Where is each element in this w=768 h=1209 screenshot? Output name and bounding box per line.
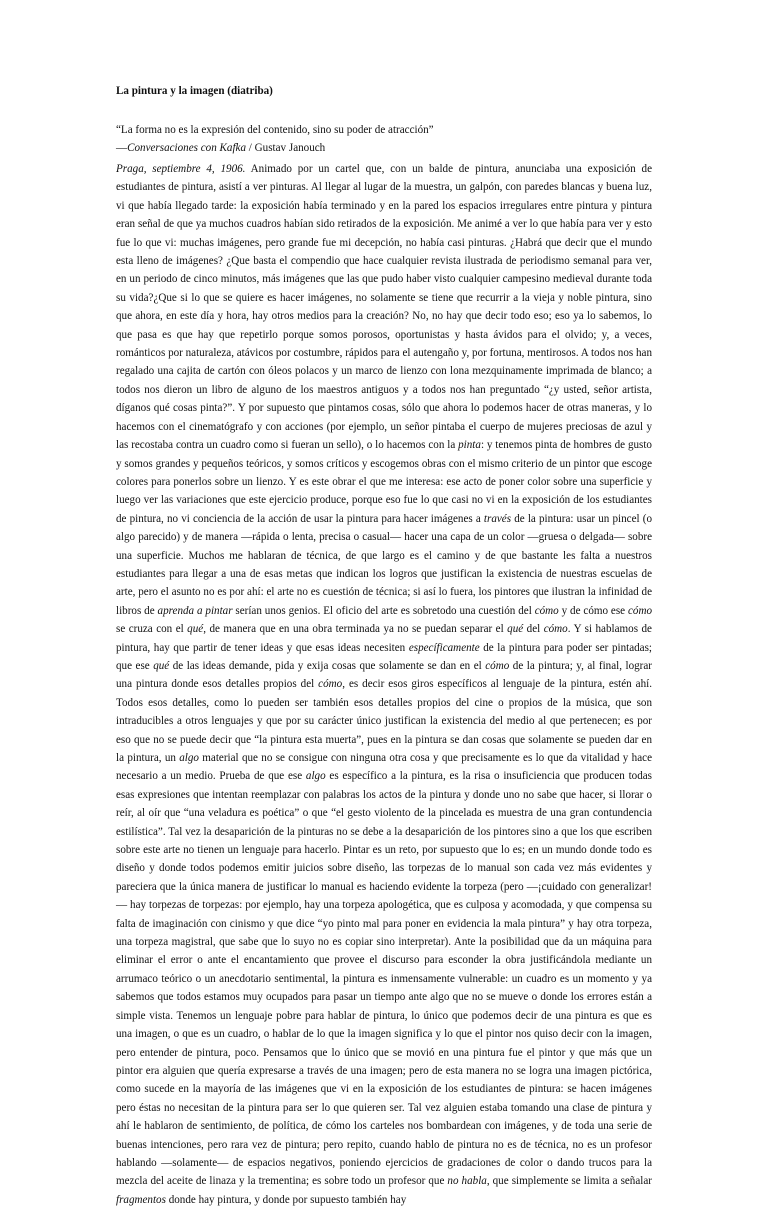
text-run: y de cómo ese	[558, 604, 628, 617]
italic-run: no habla	[447, 1175, 487, 1188]
epigraph	[116, 121, 434, 158]
italic-run: pinta	[458, 439, 481, 452]
epigraph-dash: —	[116, 142, 128, 155]
text-run: , es decir esos giros específicos al lenguaje de la pintura, estén ahí. Todos esos detalles, como lo pueden ser también esos detalles propios del cine o propios de la música, que son intraducibles a otros lenguajes y que por su carácter único justifican la existencia del medio al que pertenecen; es por eso que no se puede decir que “la pintura esta muerta”, pues en la pintura se dan cosas que solamente se pueden dar en la pintura, un	[116, 678, 652, 764]
text-run: . Y si hablamos de pintura, hay que partir de tener ideas y que esas ideas necesiten	[116, 623, 652, 654]
text-run: : y tenemos pinta de hombres de gusto y somos grandes y pequeños teóricos, y somos críticos y escogemos obras con el mismo criterio de un pintor que escoge colores para ponerlos sobre un lienzo. Y es este obrar el que me interesa: ese acto de poner color sobre una superficie y luego ver las variaciones que este ejercicio produce, porque eso fue lo que casi no vi en la exposición de los estudiantes de pintura, no vi conciencia de la acción de usar la pintura para hacer imágenes a	[116, 439, 652, 525]
text-run: serían unos genios. El oficio del arte es sobretodo una cuestión del	[232, 604, 535, 617]
epigraph-source	[116, 139, 434, 157]
document-title: La pintura y la imagen (diatriba)	[116, 85, 273, 97]
text-run: de la pintura para poder ser pintadas; que ese	[116, 641, 652, 672]
text-run: de la pintura; y, al final, lograr una pintura donde esos detalles propios del	[116, 659, 652, 691]
italic-run: cómo	[485, 659, 510, 672]
text-run: se cruza con el	[116, 623, 188, 636]
text-run: del	[523, 623, 544, 636]
text-run: Animado por un cartel que, con un balde de pintura, anunciaba una exposición de estudiantes de pintura, asistí a ver pinturas. Al llegar al lugar de la muestra, un galpón, con paredes blancas y buena luz, vi que había llegado tarde: la exposición había terminado y en la pared los espacios irregulares entre pintura y pintura eran señal de que ya muchos cuadros habían sido retirados de la exposición. Me animé a ver lo que había para ver y esto fue lo que vi: muchas imágenes, pero grande fue mi decepción, no había casi pinturas. ¿Habrá que decir que el mundo esta lleno de imágenes? ¿Que basta el compendio que hace cualquier revista ilustrada de periodismo semanal para ver, en un periodo de cinco minutos, más imágenes que las que pudo haber visto cualquier campesino medieval durante toda su vida?¿Que si lo que se quiere es hacer imágenes, no solamente se tiene que recurrir a la vieja y noble pintura, sino que ahora, en este día y hora, hay otros medios para la creación? No, no hay que decir todo eso; eso ya lo sabemos, lo que pasa es que hay que repetirlo porque somos porosos, oportunistas y hasta ávidos para el olvido; y, a veces, románticos por naturaleza, atávicos por costumbre, rápidos para el autengaño y, por fortuna, mentirosos. A todos nos han regalado una cajita de cartón con óleos polacos y un marco de lienzo con lona mezquinamente imprimada de blanco; a todos nos dieron un libro de alguno de los maestros antiguos y a todos nos han preguntado “¿y usted, señor artista, díganos qué cosas pinta?”. Y por supuesto que pintamos cosas, sólo que ahora lo podemos hacer de otras maneras, y lo hacemos con el cinematógrafo y con acciones (por ejemplo, un señor pintaba el cuerpo de mujeres preciosas de azul y las recostaba contra un cuadro como si fueran un sello), o lo hacemos con la	[116, 163, 652, 452]
italic-run: través	[483, 512, 512, 525]
italic-run: cómo	[627, 604, 653, 617]
italic-run: algo	[179, 752, 199, 764]
italic-run: aprenda a pintar	[157, 604, 233, 617]
italic-run: qué	[153, 659, 170, 672]
italic-run: específicamente	[408, 641, 480, 654]
text-run: de la pintura: usar un pincel (o algo parecido) y de manera —rápida o lenta, precisa o casual— hacer una capa de un color —gruesa o delgada— sobre una superficie. Muchos me hablaran de técnica, de que largo es el camino y de que bastante les falta a nuestros estudiantes para llegar a una de esas metas que indican los logros que justifican la existencia de nuestras escuelas de arte, pero el asunto no es por ahí: el arte no es cuestión de técnica; si así lo fuera, los pintores que ilustran la infinidad de libros de	[116, 512, 652, 617]
italic-run: Praga, septiembre 4, 1906.	[116, 163, 246, 175]
italic-run: fragmentos	[116, 1193, 166, 1206]
italic-run: cómo	[318, 678, 343, 691]
epigraph-source-author: Gustav Janouch	[254, 142, 326, 155]
text-run: de las ideas demande, pida y exija cosas que solamente se dan en el	[169, 659, 486, 672]
text-run: es específico a la pintura, es la risa o insuficiencia que producen todas esas expresiones que intentan reemplazar con palabras los actos de la pintura y donde uno no sabe que hacer, si llorar o reír, al oír que “una veladura es poética” o que “el gesto violento de la pincelada es muestra de una gran contundencia estilística”. Tal vez la desaparición de la pinturas no se debe a la desaparición de los pintores sino a que los que escriben sobre este arte no tienen un lenguaje para hacerlo. Pintar es un reto, por supuesto que lo es; en un mundo donde todo es diseño y donde todos podemos emitir juicios sobre diseño, las torpezas de lo manual son cada vez más evidentes y pareciera que la única manera de justificar lo manual es haciendo evidente la torpeza (pero —¡cuidado con generalizar!— hay torpezas de torpezas: por ejemplo, hay una torpeza apologética, que es culposa y acomodada, y que compensa su falta de imaginación con cinismo y que dice “yo pinto mal para poner en evidencia la mala pintura” y hay otra torpeza, una torpeza magistral, que sabe que lo suyo no es copiar sino interpretar). Ante la posibilidad que da un máquina para eliminar el error o ante el encantamiento que provee el discurso para esconder la obra justificándola mediante un arrumaco teórico o un anecdotario sentimental, la pintura es inmensamente vulnerable: un cuadro es un momento y ya sabemos que todos estamos muy ocupados para pasar un tiempo ante algo que no se mueve o donde los errores están a simple vista. Tenemos un lenguaje pobre para hablar de pintura, lo único que podemos decir de una pintura es que es una imagen, o que es un cuadro, o hablar de lo que la imagen significa y lo que el pintor nos quiso decir con la imagen, pero entender de pintura, poco. Pensamos que lo único que se movió en una pintura fue el pintor y que más que un pintor era alguien que quería expresarse a través de una imagen; pero de esta manera no se logra una imagen pictórica, como sucede en la mayoría de las imágenes que vi en la exposición de los estudiantes de pintura: se hacen imágenes pero éstas no necesitan de la pintura para ser lo que quieren ser. Tal vez alguien estaba tomando una clase de pintura y ahí le hablaron de sentimiento, de política, de cómo los carteles nos bombardean con imágenes, y de toda una serie de buenas intenciones, pero rara vez de pintura; pero repito, cuando hablo de pintura no es de técnica, no es un profesor hablando —solamente— de espacios negativos, poniendo ejercicios de gradaciones de color o dando trucos para la mezcla del aceite de linaza y la trementina; es sobre todo un profesor que	[116, 770, 652, 1188]
epigraph-source-separator: /	[246, 142, 255, 155]
text-run: donde hay pintura, y donde por supuesto también hay	[165, 1193, 407, 1206]
italic-run: cómo	[543, 623, 568, 636]
epigraph-source-title: Conversaciones con Kafka	[127, 142, 247, 155]
italic-run: algo	[305, 770, 326, 783]
italic-run: cómo	[534, 604, 559, 617]
text-run: , que simplemente se limita a señalar	[486, 1175, 652, 1188]
italic-run: qué	[507, 623, 524, 636]
text-run: , de manera que en una obra terminada ya no se puedan separar el	[203, 623, 508, 636]
italic-run: qué	[187, 623, 204, 636]
epigraph-quote: “La forma no es la expresión del contenido, sino su poder de atracción”	[116, 124, 434, 136]
text-run: material que no se consigue con ninguna otra cosa y que precisamente es lo que da vitalidad y hace necesario a un medio. Prueba de que ese	[116, 752, 652, 783]
body-paragraph	[116, 160, 652, 1209]
